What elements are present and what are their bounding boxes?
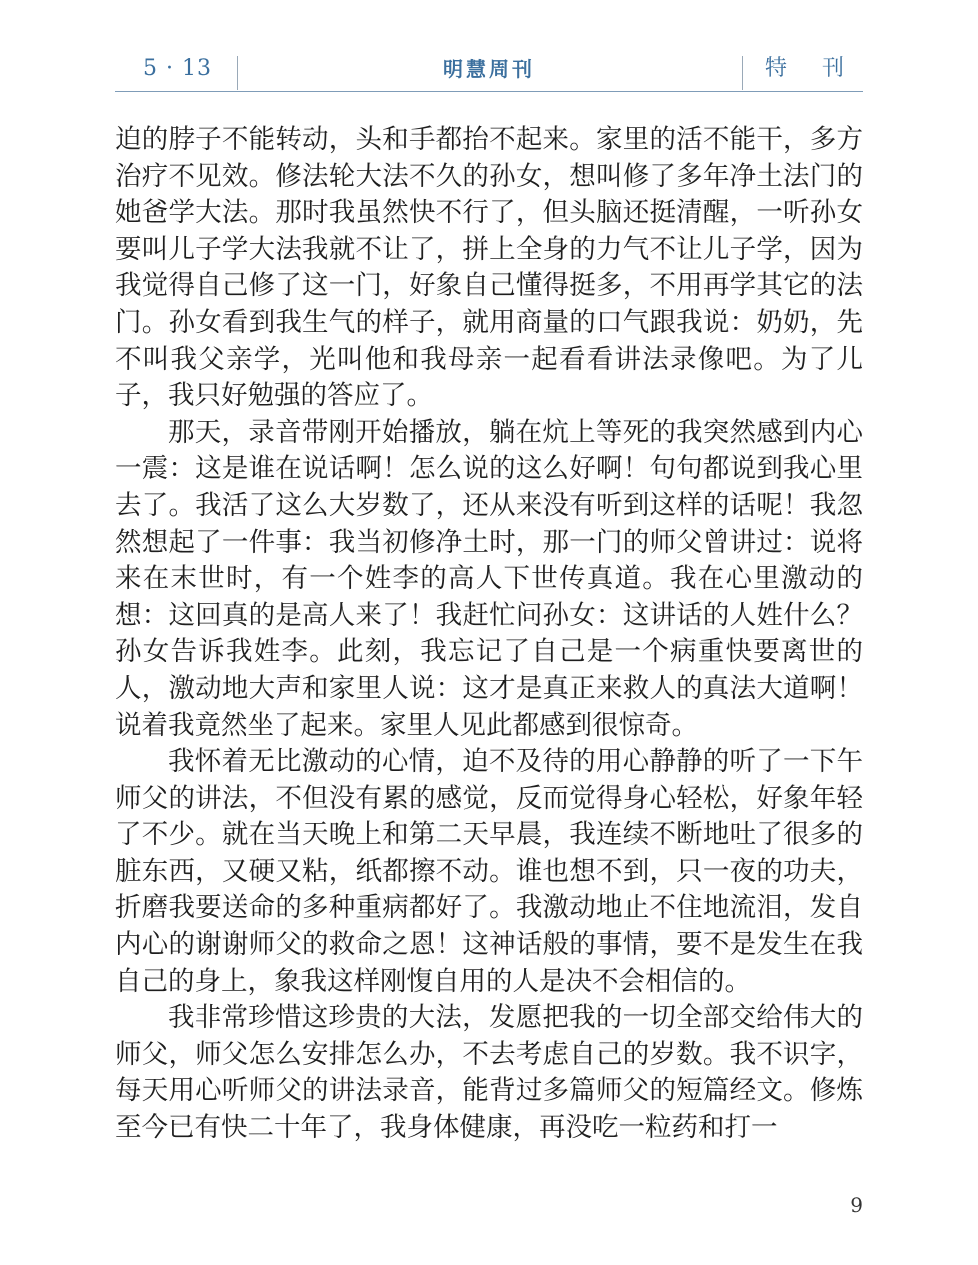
paragraph-continued: 迫的脖子不能转动，头和手都抬不起来。家里的活不能干，多方治疗不见效。修法轮大法不久的孙女，想叫修了多年净土法门的她爸学大法。那时我虽然快不行了，但头脑还挺清醒，一听孙女要叫儿子学大法我就不让了，拼上全身的力气不让儿子学，因为我觉得自己修了这一门，好象自己懂得挺多，不用再学其它的法门。孙女看到我生气的样子，就用商量的口气跟我说：奶奶，先不叫我父亲学，光叫他和我母亲一起看看讲法录像吧。为了儿子，我只好勉强的答应了。 [115,124,863,412]
section-label: 特 刊 [765,56,858,81]
paragraph: 我怀着无比激动的心情，迫不及待的用心静静的听了一下午师父的讲法，不但没有累的感觉，反而觉得身心轻松，好象年轻了不少。就在当天晚上和第二天早晨，我连续不断地吐了很多的脏东西，又硬又粘，纸都擦不动。谁也想不到，只一夜的功夫，折磨我要送命的多种重病都好了。我激动地止不住地流泪，发自内心的谢谢师父的救命之恩！这神话般的事情，要不是发生在我自己的身上，象我这样刚愎自用的人是决不会相信的。 [115,746,863,997]
issue-number: 5 · 13 [143,56,212,81]
page-number: 9 [850,1193,863,1217]
publication-title: 明慧周刊 [443,57,535,81]
header-divider-right [742,56,743,90]
header-rule [115,91,863,92]
paragraph: 那天，录音带刚开始播放，躺在炕上等死的我突然感到内心一震：这是谁在说话啊！怎么说的这么好啊！句句都说到我心里去了。我活了这么大岁数了，还从来没有听到这样的话呢！我忽然想起了一件事：我当初修净土时，那一门的师父曾讲过：说将来在末世时，有一个姓李的高人下世传真道。我在心里激动的想：这回真的是高人来了！我赶忙问孙女：这讲话的人姓什么？孙女告诉我姓李。此刻，我忘记了自己是一个病重快要离世的人，激动地大声和家里人说：这才是真正来救人的真法大道啊！说着我竟然坐了起来。家里人见此都感到很惊奇。 [115,416,863,741]
page-header [115,50,863,92]
paragraph: 我非常珍惜这珍贵的大法，发愿把我的一切全部交给伟大的师父，师父怎么安排怎么办，不去考虑自己的岁数。我不识字，每天用心听师父的讲法录音，能背过多篇师父的短篇经文。修炼至今已有快二十年了，我身体健康，再没吃一粒药和打一 [115,1002,863,1144]
article-body [115,122,863,1147]
